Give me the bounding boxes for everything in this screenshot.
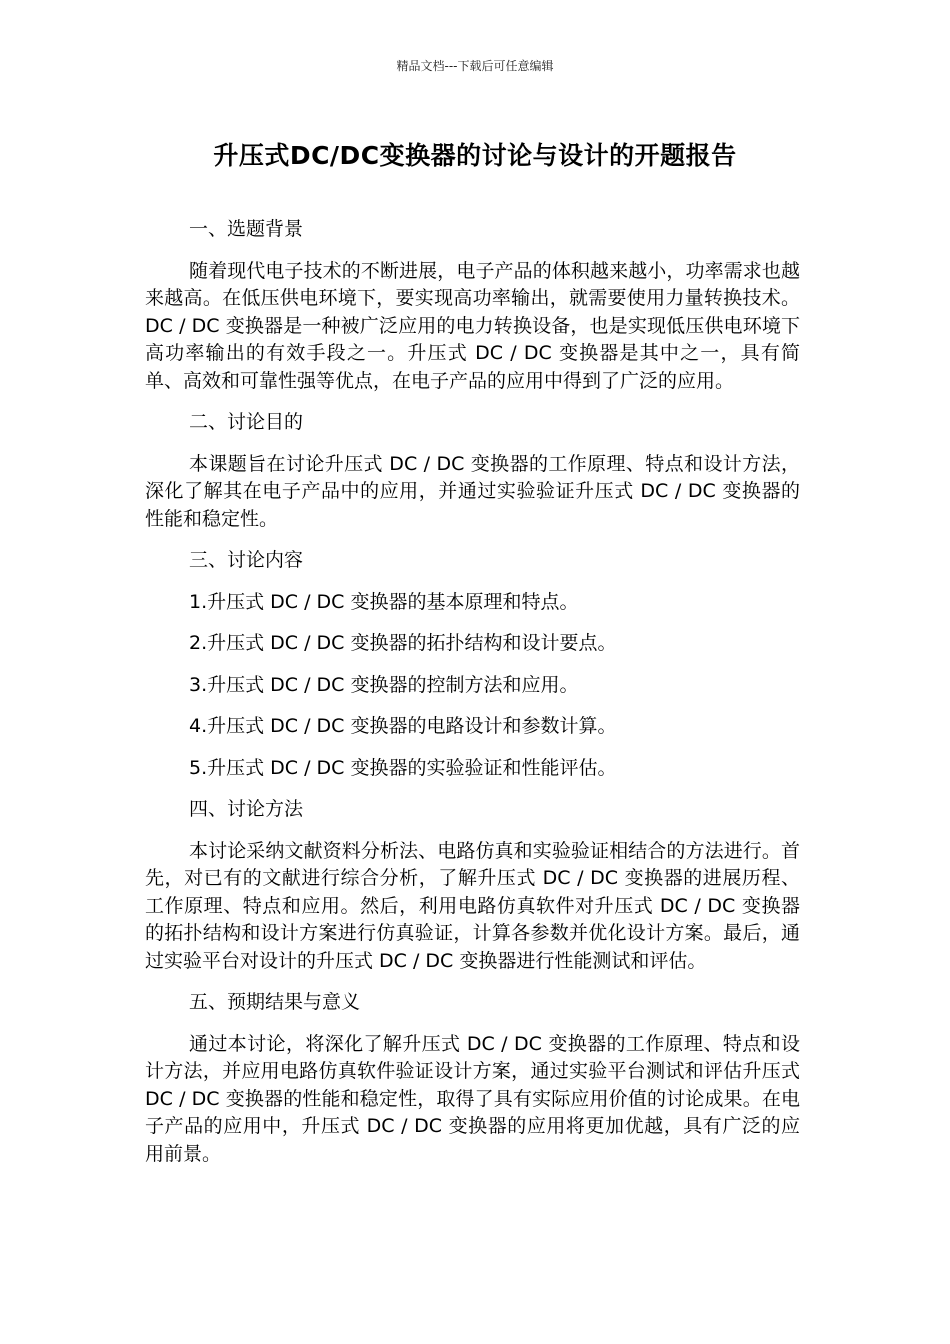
list-item: 3.升压式 DC / DC 变换器的控制方法和应用。: [189, 673, 579, 696]
document-body: [145, 216, 800, 1182]
section-heading: 四、讨论方法: [189, 798, 304, 820]
paragraph: 本课题旨在讨论升压式 DC / DC 变换器的工作原理、特点和设计方法，深化了解其在电子产品中的应用，并通过实验验证升压式 DC / DC 变换器的性能和稳定性。: [145, 452, 800, 530]
list-item: 1.升压式 DC / DC 变换器的基本原理和特点。: [189, 590, 579, 613]
paragraph: 通过本讨论，将深化了解升压式 DC / DC 变换器的工作原理、特点和设计方法，并应用电路仿真软件验证设计方案，通过实验平台测试和评估升压式 DC / DC 变换器的性能和稳定性，取得了具有实际应用价值的讨论成果。在电子产品的应用中，升压式 DC / DC 变换器的应用将更加优越，具有广泛的应用前景。: [145, 1032, 800, 1165]
header-note: 精品文档---下载后可任意编辑: [396, 59, 554, 73]
list-item: 4.升压式 DC / DC 变换器的电路设计和参数计算。: [189, 715, 617, 737]
section-heading: 一、选题背景: [189, 218, 304, 240]
section-heading: 二、讨论目的: [189, 411, 304, 433]
document-title: 升压式DC/DC变换器的讨论与设计的开题报告: [213, 141, 737, 170]
paragraph: 随着现代电子技术的不断进展，电子产品的体积越来越小，功率需求也越来越高。在低压供电环境下，要实现高功率输出，就需要使用力量转换技术。DC / DC 变换器是一种被广泛应用的电力转换设备，也是实现低压供电环境下高功率输出的有效手段之一。升压式 DC / DC 变换器是其中之一，具有简单、高效和可靠性强等优点，在电子产品的应用中得到了广泛的应用。: [145, 259, 800, 392]
list-item: 5.升压式 DC / DC 变换器的实验验证和性能评估。: [189, 756, 617, 779]
paragraph: 本讨论采纳文献资料分析法、电路仿真和实验验证相结合的方法进行。首先，对已有的文献进行综合分析，了解升压式 DC / DC 变换器的进展历程、工作原理、特点和应用。然后，利用电路仿真软件对升压式 DC / DC 变换器的拓扑结构和设计方案进行仿真验证，计算各参数并优化设计方案。最后，通过实验平台对设计的升压式 DC / DC 变换器进行性能测试和评估。: [145, 839, 800, 972]
list-item: 2.升压式 DC / DC 变换器的拓扑结构和设计要点。: [189, 632, 617, 654]
section-heading: 五、预期结果与意义: [189, 991, 361, 1013]
section-heading: 三、讨论内容: [189, 549, 304, 571]
